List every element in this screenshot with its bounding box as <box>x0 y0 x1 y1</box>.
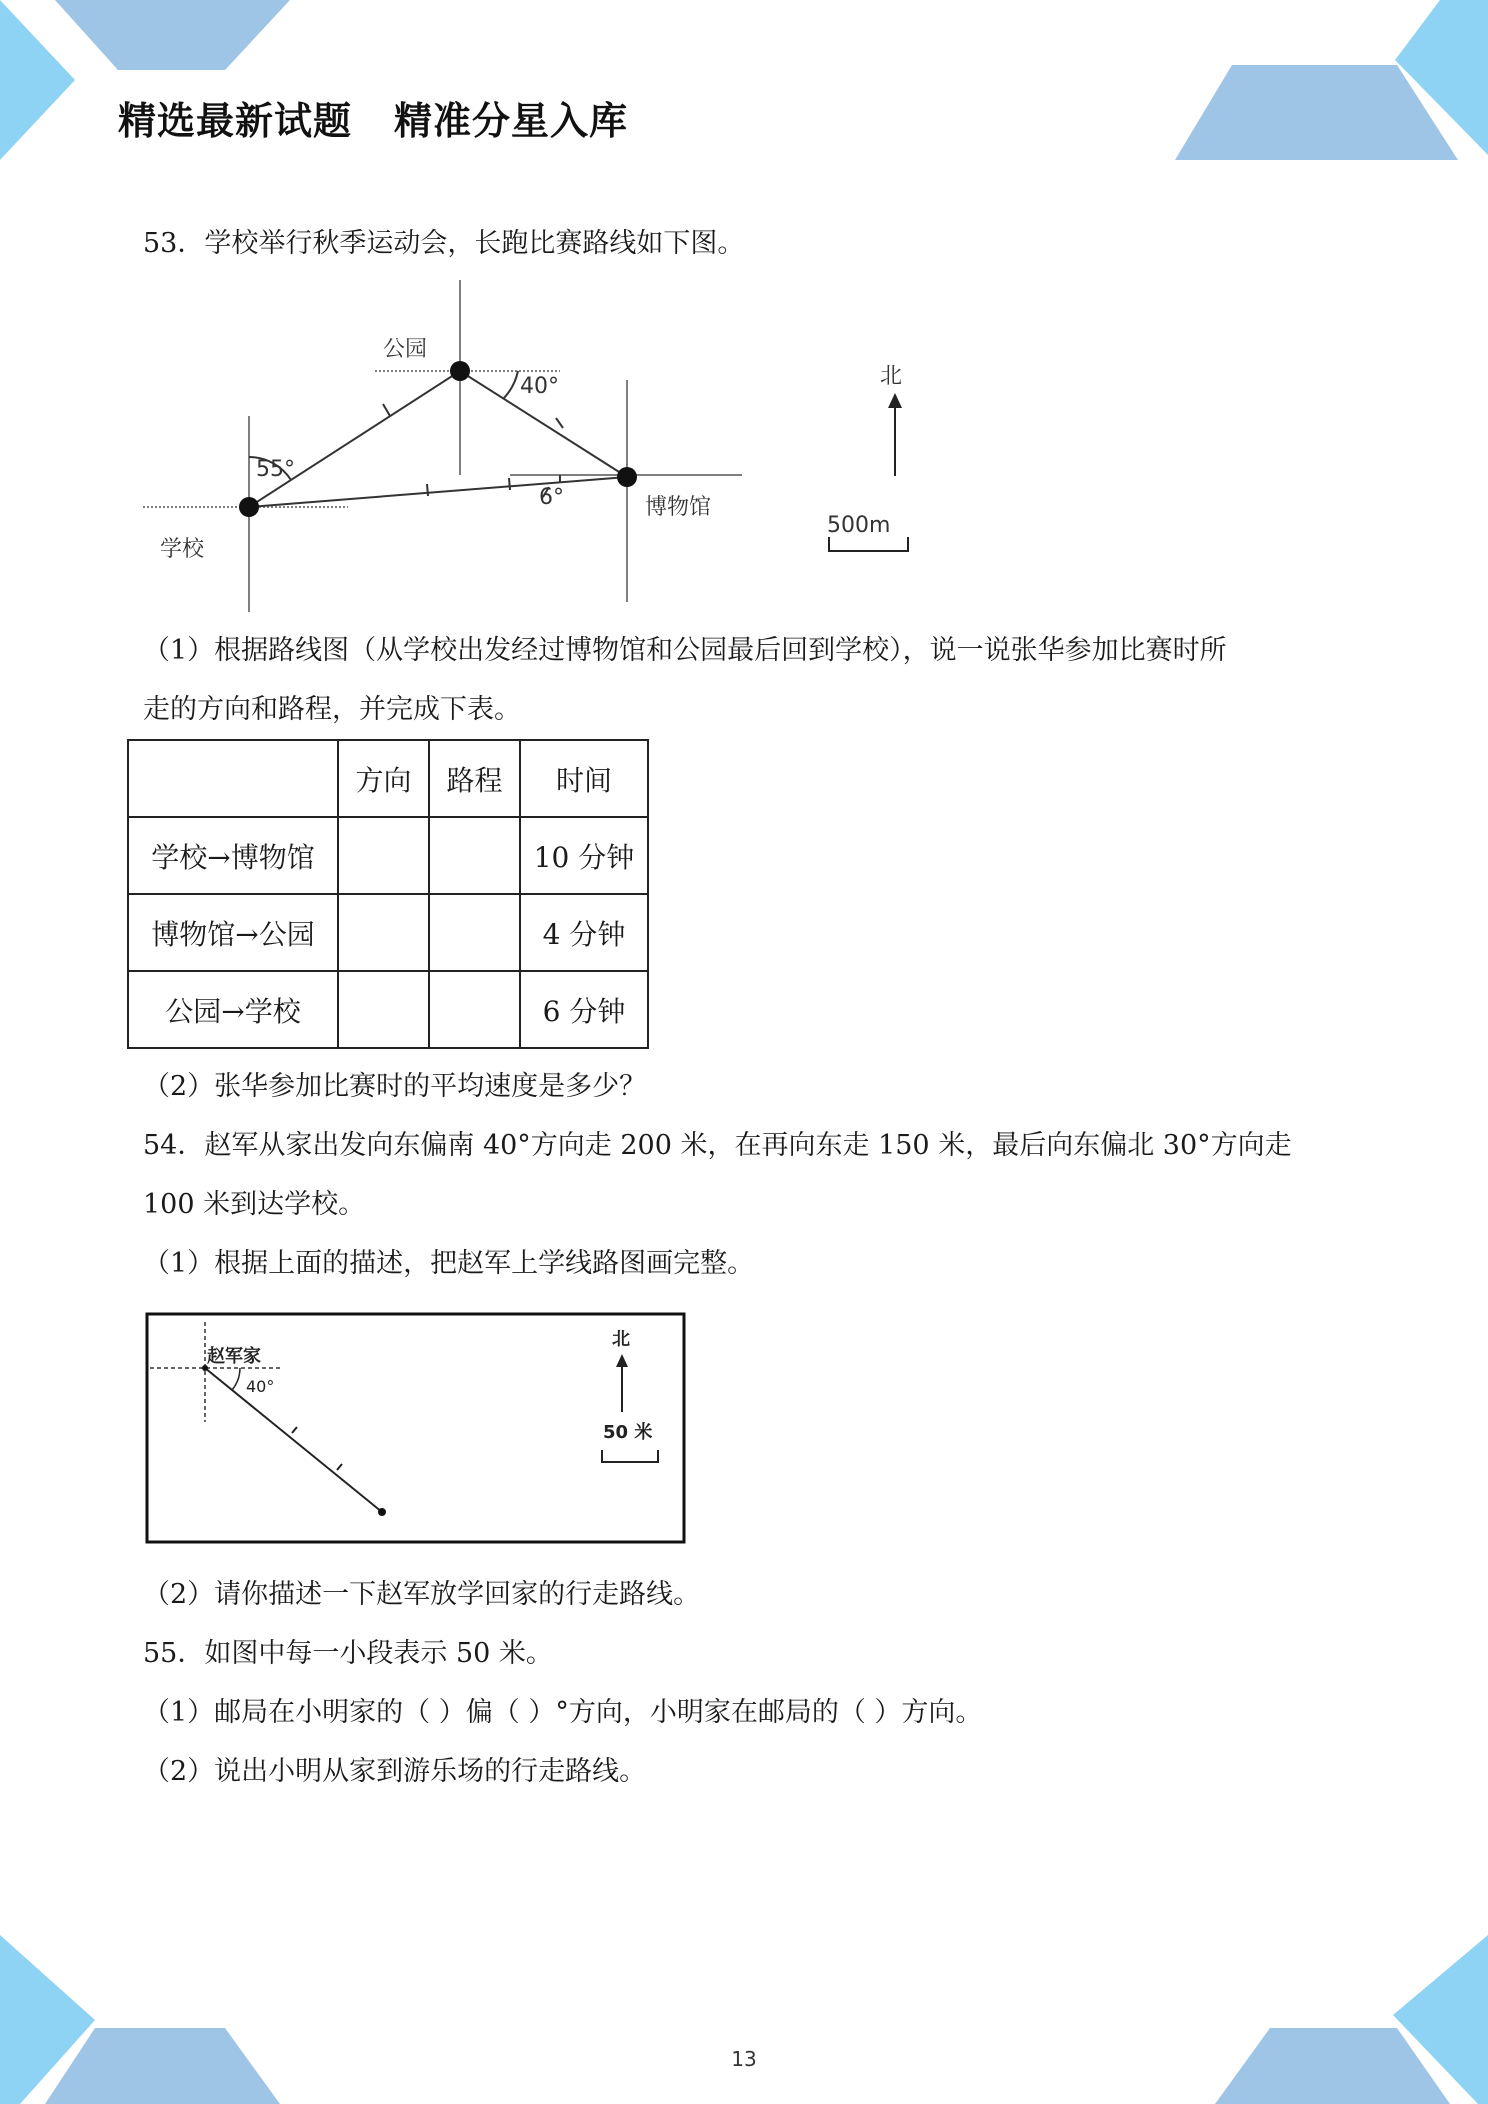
header-title-part1: 精选最新试题 <box>118 99 353 143</box>
park-angle-label: 40° <box>520 374 559 399</box>
north-arrow-icon <box>616 1354 628 1367</box>
q54-part1: （1）根据上面的描述，把赵军上学线路图画完整。 <box>143 1248 755 1279</box>
route-park-school <box>249 371 460 507</box>
school-label: 学校 <box>160 537 205 562</box>
scale-bar <box>829 537 908 551</box>
park-point <box>450 361 470 381</box>
museum-angle-label: 6° <box>539 485 564 510</box>
table-cell-time: 4 分钟 <box>520 894 648 971</box>
table-header-distance: 路程 <box>429 740 520 817</box>
school-point <box>239 497 259 517</box>
north-arrow-icon <box>888 393 902 408</box>
table-cell-time: 10 分钟 <box>520 817 648 894</box>
q53-stem: 53．学校举行秋季运动会，长跑比赛路线如下图。 <box>143 228 745 259</box>
table-cell-segment: 学校→博物馆 <box>128 817 338 894</box>
page-number: 13 <box>731 2047 757 2071</box>
angle-arc-park <box>504 371 518 398</box>
q55-part2: （2）说出小明从家到游乐场的行走路线。 <box>143 1756 647 1787</box>
scale-label: 500m <box>827 513 891 538</box>
q55-stem: 55．如图中每一小段表示 50 米。 <box>143 1638 553 1669</box>
header-title-part2: 精准分星入库 <box>394 99 629 143</box>
table-header-direction: 方向 <box>338 740 429 817</box>
table-cell-distance <box>429 817 520 894</box>
home-label: 赵军家 <box>207 1346 261 1367</box>
scale-label: 50 米 <box>603 1422 653 1443</box>
q54-stem-line1: 54．赵军从家出发向东偏南 40°方向走 200 米，在再向东走 150 米，最后向东偏北 30°方向走 <box>143 1130 1292 1161</box>
q53-part1-line2: 走的方向和路程，并完成下表。 <box>143 694 521 725</box>
north-label: 北 <box>612 1329 630 1350</box>
table-header-row <box>128 740 648 817</box>
museum-label: 博物馆 <box>645 495 712 520</box>
route-endpoint <box>378 1508 386 1516</box>
table-cell-distance <box>429 971 520 1048</box>
table-cell-direction <box>338 817 429 894</box>
table-row <box>128 817 648 894</box>
q53-part1-line1: （1）根据路线图（从学校出发经过博物馆和公园最后回到学校），说一说张华参加比赛时所 <box>143 635 1227 666</box>
q55-part1: （1）邮局在小明家的（ ）偏（ ）°方向，小明家在邮局的（ ）方向。 <box>143 1697 983 1728</box>
school-angle-label: 55° <box>256 457 295 482</box>
museum-point <box>617 467 637 487</box>
table-cell-segment: 公园→学校 <box>128 971 338 1048</box>
table-cell-direction <box>338 894 429 971</box>
table-header-cell <box>128 740 338 817</box>
north-label: 北 <box>880 364 903 389</box>
table-cell-direction <box>338 971 429 1048</box>
tick-mark <box>337 1464 342 1470</box>
q54-route-diagram <box>0 1300 1488 1560</box>
q54-stem-line2: 100 米到达学校。 <box>143 1189 366 1220</box>
park-label: 公园 <box>383 337 428 362</box>
table-row <box>128 894 648 971</box>
table-row <box>128 971 648 1048</box>
q53-part2: （2）张华参加比赛时的平均速度是多少？ <box>143 1071 647 1102</box>
tick-mark <box>383 404 390 416</box>
tick-mark <box>427 484 428 496</box>
table-cell-time: 6 分钟 <box>520 971 648 1048</box>
table-cell-distance <box>429 894 520 971</box>
route-school-museum <box>249 477 627 507</box>
tick-mark <box>292 1427 297 1433</box>
tick-mark <box>556 418 563 428</box>
table-header-time: 时间 <box>520 740 648 817</box>
q53-route-diagram <box>0 0 1488 640</box>
route-table <box>127 739 649 1049</box>
angle-arc-home <box>232 1368 240 1390</box>
scale-bar <box>602 1450 658 1462</box>
table-cell-segment: 博物馆→公园 <box>128 894 338 971</box>
tick-mark <box>509 478 510 490</box>
home-angle-label: 40° <box>246 1377 275 1396</box>
q54-part2: （2）请你描述一下赵军放学回家的行走路线。 <box>143 1579 701 1610</box>
